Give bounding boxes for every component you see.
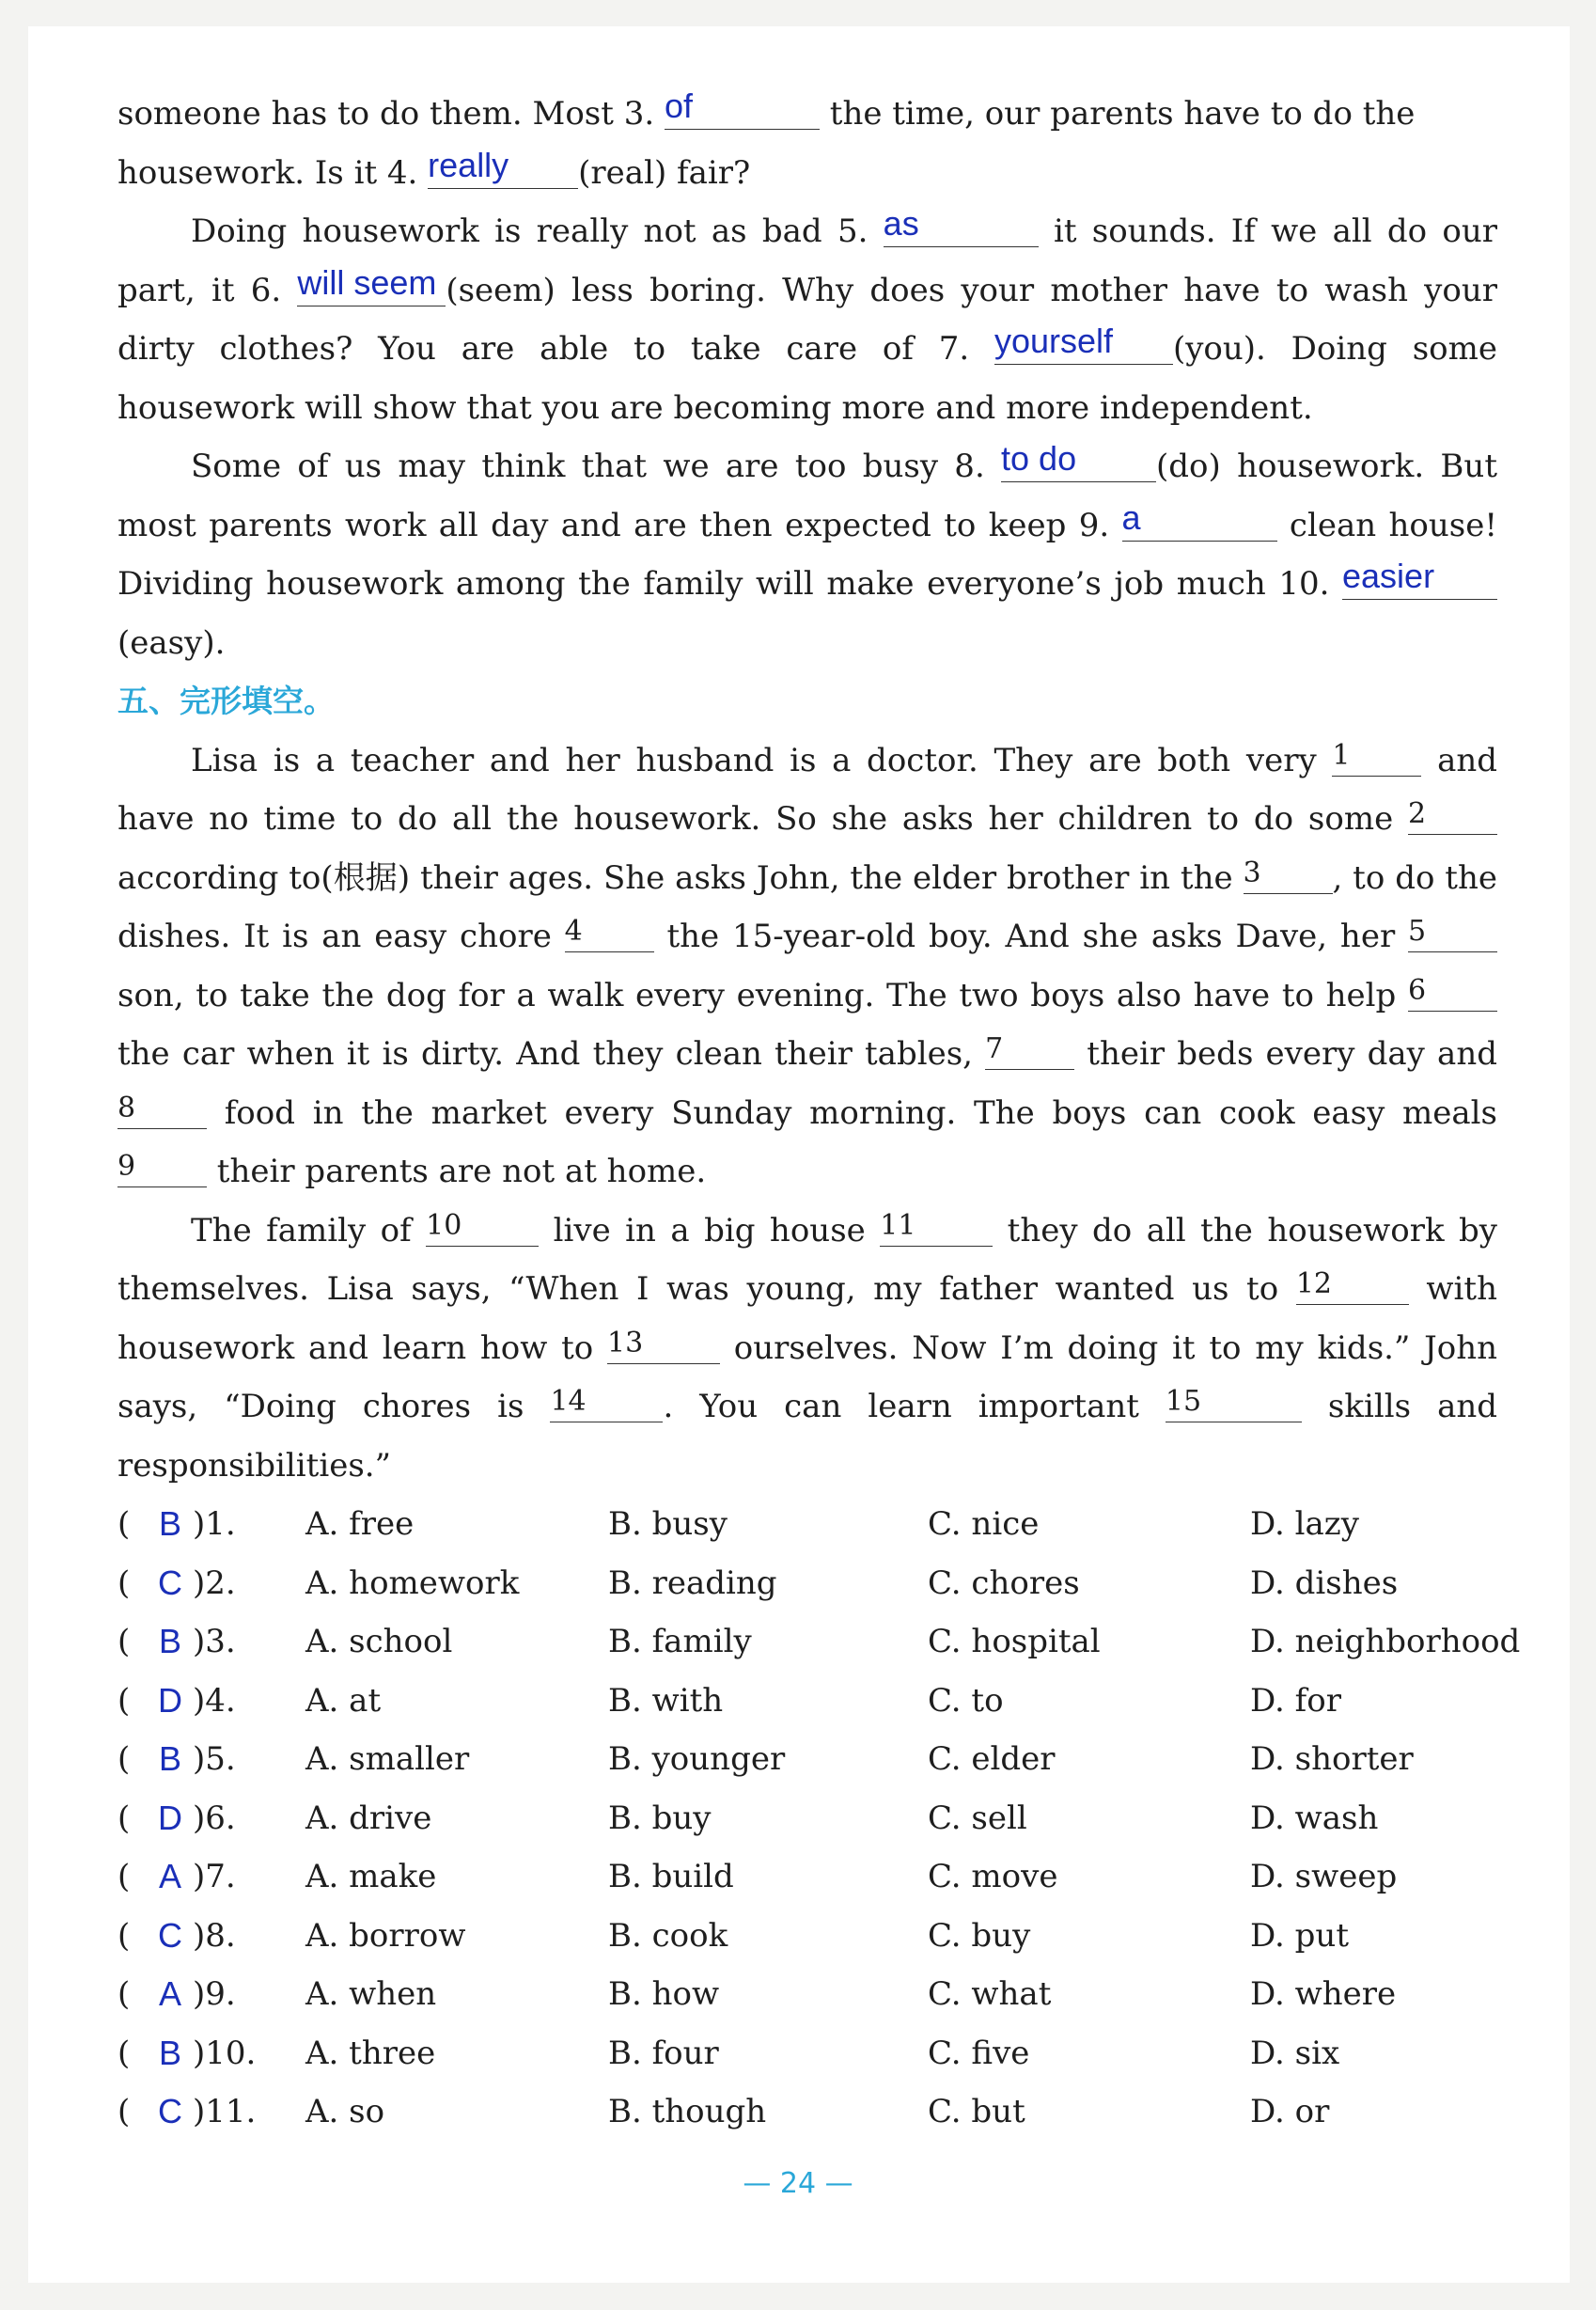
section-title: 五、完形填空。 — [117, 683, 335, 719]
option-d[interactable]: D. lazy — [1250, 1505, 1359, 1543]
blank-8[interactable]: to do — [1001, 440, 1156, 482]
cloze-paragraph-1: Lisa is a teacher and her husband is a doctor. They are both very 1 and have no time to do all the housework. So she asks her children to do some 2 according to(根据) their ages. She asks John, the elder brother in the 3 , to do the dishes. It is an easy chore 4 the 15-year-old boy. And she asks Dave, her 5 son, to take the dog for a walk every evening. The two boys also have to help 6 the car when it is dirty. And they clean their tables, 7 their beds every day and 8 food in the market every Sunday morning. The boys can cook easy meals 9 their parents are not at home. — [117, 731, 1497, 1202]
cloze-blank-13[interactable]: 13 — [607, 1322, 720, 1364]
question-number: )5. — [193, 1740, 236, 1778]
blank-7[interactable]: yourself — [994, 322, 1173, 365]
question-number: )4. — [193, 1681, 236, 1720]
question-number: )8. — [193, 1916, 236, 1955]
option-a[interactable]: A. three — [305, 2034, 436, 2072]
open-paren: ( — [117, 1858, 131, 1895]
blank-6[interactable]: will seem — [297, 264, 446, 306]
option-c[interactable]: C. buy — [928, 1916, 1031, 1955]
open-paren: ( — [117, 1681, 131, 1720]
open-paren: ( — [117, 2034, 131, 2072]
page-number: — 24 — — [743, 2167, 853, 2200]
option-c[interactable]: C. sell — [928, 1799, 1027, 1837]
option-a[interactable]: A. at — [305, 1681, 382, 1720]
option-b[interactable]: B. build — [608, 1858, 734, 1895]
cloze-blank-10[interactable]: 10 — [426, 1204, 539, 1247]
option-b[interactable]: B. family — [608, 1623, 752, 1660]
option-d[interactable]: D. six — [1250, 2034, 1340, 2072]
open-paren: ( — [117, 1975, 131, 2013]
cloze-blank-6[interactable]: 6 — [1408, 969, 1497, 1012]
option-b[interactable]: B. reading — [608, 1564, 777, 1602]
option-b[interactable]: B. four — [608, 2034, 719, 2072]
question-row — [117, 1847, 1497, 1907]
option-d[interactable]: D. neighborhood — [1250, 1623, 1521, 1660]
option-d[interactable]: D. shorter — [1250, 1740, 1414, 1778]
option-d[interactable]: D. where — [1250, 1975, 1397, 2013]
open-paren: ( — [117, 1916, 131, 1955]
cloze-blank-3[interactable]: 3 — [1244, 852, 1333, 894]
question-row — [117, 1672, 1497, 1731]
option-b[interactable]: B. busy — [608, 1505, 728, 1543]
option-d[interactable]: D. sweep — [1250, 1858, 1398, 1895]
option-c[interactable]: C. five — [928, 2034, 1030, 2072]
answer-key[interactable]: C — [158, 2092, 182, 2130]
option-b[interactable]: B. younger — [608, 1740, 786, 1778]
answer-key[interactable]: A — [158, 1974, 181, 2013]
option-a[interactable]: A. borrow — [305, 1916, 466, 1955]
option-c[interactable]: C. elder — [928, 1740, 1056, 1778]
blank-3[interactable]: of — [665, 87, 820, 130]
blank-4[interactable]: really — [428, 147, 578, 189]
question-row — [117, 1965, 1497, 2024]
open-paren: ( — [117, 1799, 131, 1837]
cloze-blank-7[interactable]: 7 — [985, 1028, 1074, 1070]
open-paren: ( — [117, 1564, 131, 1602]
option-c[interactable]: C. but — [928, 2093, 1025, 2130]
option-d[interactable]: D. or — [1250, 2093, 1330, 2130]
cloze-blank-12[interactable]: 12 — [1296, 1263, 1409, 1305]
question-row — [117, 2082, 1497, 2142]
answer-key[interactable]: A — [158, 1857, 181, 1895]
option-c[interactable]: C. what — [928, 1975, 1052, 2013]
passage-line-1: someone has to do them. Most 3. of the time, our parents have to do the — [117, 86, 1416, 133]
option-a[interactable]: A. smaller — [305, 1740, 470, 1778]
option-a[interactable]: A. homework — [305, 1564, 520, 1602]
option-a[interactable]: A. free — [305, 1505, 415, 1543]
cloze-blank-2[interactable]: 2 — [1408, 793, 1497, 835]
answer-key[interactable]: B — [158, 1622, 181, 1660]
option-c[interactable]: C. chores — [928, 1564, 1080, 1602]
question-row — [117, 1554, 1497, 1613]
option-c[interactable]: C. to — [928, 1681, 1004, 1720]
passage-paragraph-3: Some of us may think that we are too busy 8. to do (do) housework. But most parents work all day and are then expected to keep 9. a clean house! Dividing housework among the family will make everyone’s job much 10. easier (easy). — [117, 439, 1497, 662]
cloze-blank-1[interactable]: 1 — [1332, 734, 1421, 777]
answer-key[interactable]: B — [158, 1504, 181, 1543]
answer-key[interactable]: C — [158, 1915, 182, 1955]
answer-key[interactable]: D — [158, 1798, 182, 1837]
question-number: )1. — [193, 1505, 236, 1543]
blank-5[interactable]: as — [884, 205, 1039, 247]
question-row — [117, 1612, 1521, 1672]
cloze-blank-11[interactable]: 11 — [880, 1204, 993, 1247]
option-a[interactable]: A. so — [305, 2093, 385, 2130]
option-b[interactable]: B. cook — [608, 1916, 728, 1955]
cloze-blank-4[interactable]: 4 — [565, 910, 654, 952]
option-a[interactable]: A. make — [305, 1858, 437, 1895]
answer-key[interactable]: B — [158, 2033, 181, 2072]
cloze-paragraph-2: The family of 10 live in a big house 11 they do all the housework by themselves. Lisa says, “When I was young, my father wanted us to 12 with housework and learn how to 13 ourselves. Now I’m doing it to my kids.” John says, “Doing chores is 14 . You can learn important 15 skills and responsibilities.” — [117, 1202, 1497, 1496]
option-d[interactable]: D. put — [1250, 1916, 1349, 1955]
option-d[interactable]: D. dishes — [1250, 1564, 1399, 1602]
question-row — [117, 1495, 1497, 1554]
cloze-blank-14[interactable]: 14 — [550, 1380, 663, 1422]
passage-paragraph-2: Doing housework is really not as bad 5. as it sounds. If we all do our part, it 6. will seem (seem) less boring. Why does your mother have to wash your dirty clothes? You are able to take care of 7. yourself (you). Doing some housework will show that you are becoming more and more independent. — [117, 204, 1497, 427]
answer-key[interactable]: B — [158, 1739, 181, 1778]
cloze-blank-5[interactable]: 5 — [1408, 910, 1497, 952]
question-number: )7. — [193, 1858, 236, 1895]
option-c[interactable]: C. nice — [928, 1505, 1040, 1543]
cloze-blank-9[interactable]: 9 — [117, 1145, 207, 1187]
open-paren: ( — [117, 1505, 131, 1543]
question-row — [117, 1730, 1497, 1789]
question-row — [117, 1789, 1497, 1848]
open-paren: ( — [117, 2093, 131, 2130]
question-row — [117, 1907, 1497, 1966]
question-number: )3. — [193, 1623, 236, 1660]
passage-line-2: housework. Is it 4. really (real) fair? — [117, 145, 751, 192]
question-number: )11. — [193, 2093, 257, 2130]
question-number: )6. — [193, 1799, 236, 1837]
option-c[interactable]: C. move — [928, 1858, 1058, 1895]
option-c[interactable]: C. hospital — [928, 1623, 1101, 1660]
question-number: )2. — [193, 1564, 236, 1602]
option-d[interactable]: D. for — [1250, 1681, 1341, 1720]
option-a[interactable]: A. drive — [305, 1799, 432, 1837]
open-paren: ( — [117, 1623, 131, 1660]
choice-list — [117, 1495, 1521, 2142]
question-number: )10. — [193, 2034, 257, 2072]
option-b[interactable]: B. buy — [608, 1799, 712, 1837]
answer-key[interactable]: D — [158, 1680, 182, 1720]
page-content — [117, 85, 1521, 2142]
question-row — [117, 2024, 1497, 2083]
cloze-blank-8[interactable]: 8 — [117, 1087, 207, 1129]
option-d[interactable]: D. wash — [1250, 1799, 1379, 1837]
option-a[interactable]: A. when — [305, 1975, 437, 2013]
blank-10[interactable]: easier — [1342, 558, 1497, 600]
cloze-blank-15[interactable]: 15 — [1166, 1380, 1302, 1422]
option-b[interactable]: B. how — [608, 1975, 720, 2013]
open-paren: ( — [117, 1740, 131, 1778]
option-a[interactable]: A. school — [305, 1623, 453, 1660]
option-b[interactable]: B. though — [608, 2093, 767, 2130]
blank-9[interactable]: a — [1122, 499, 1277, 542]
answer-key[interactable]: C — [158, 1563, 182, 1602]
option-b[interactable]: B. with — [608, 1681, 724, 1720]
question-number: )9. — [193, 1975, 236, 2013]
